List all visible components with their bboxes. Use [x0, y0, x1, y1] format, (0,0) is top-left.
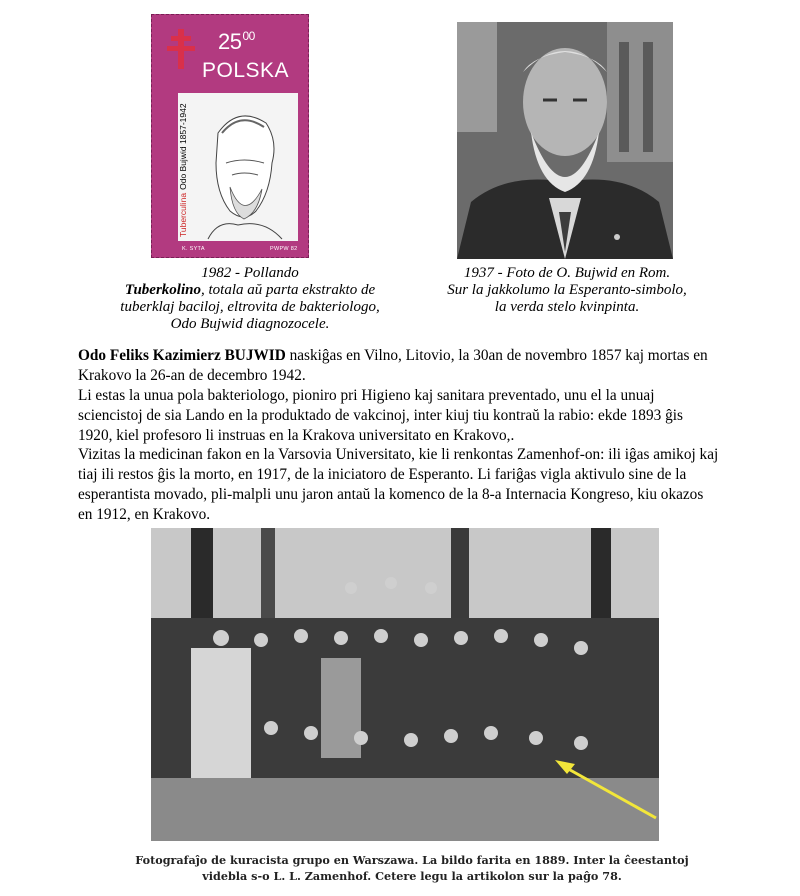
- stamp-vertical-label: TuberculinaOdo Bujwid 1857-1942: [178, 103, 188, 237]
- stamp-country: POLSKA: [202, 59, 290, 82]
- group-photo-caption: [122, 852, 702, 884]
- biography-text: naskiĝas en Vilno, Litovio, la 30an de novembro 1857 kaj mortas en Krakovo la 26-an de decembro 1942.: [78, 347, 708, 384]
- group-photo: [151, 528, 659, 841]
- stamp-printer: PWPW 82: [270, 246, 298, 252]
- group-photo-drawing: [151, 528, 659, 841]
- portrait-caption-line: la verda stelo kvinpinta.: [494, 299, 640, 315]
- group-photo-caption-line: Fotografaĵo de kuracista grupo en Warszawa. La bildo farita en 1889. Inter la ĉeestantoj: [135, 853, 689, 867]
- portrait-photo: [457, 22, 673, 259]
- biography-paragraph-1: [78, 346, 720, 446]
- stamp-caption: [90, 265, 410, 333]
- portrait-caption: [432, 265, 702, 316]
- stamp-portrait-panel: [178, 93, 298, 241]
- biography-paragraph-2: [78, 445, 720, 525]
- stamp-value: $25^{00}$: [218, 29, 255, 54]
- postage-stamp: [151, 14, 309, 258]
- stamp-caption-keyword: Tuberkolino: [124, 282, 201, 298]
- portrait-caption-line: Sur la jakkolumo la Esperanto-simbolo,: [447, 282, 687, 298]
- biography-text: Li estas la unua pola bakteriologo, pioniro pri Higieno kaj sanitara preventado, unu el la unuaj sciencistoj de sia Lando en la produktado de vakcinoj, inter kiuj tiu kontraŭ la rabio: ekde 1893 ĝis 1920, kiel profesoro li instruas en la Krakova universitato en Krakovo,.: [78, 387, 683, 444]
- portrait-photo-drawing: [457, 22, 673, 259]
- stamp-caption-line: Odo Bujwid diagnozocele.: [170, 316, 330, 332]
- stamp-caption-line: 1982 - Pollando: [201, 265, 299, 281]
- biography-text: Vizitas la medicinan fakon en la Varsovia Universitato, kie li renkontas Zamenhof-on: ili iĝas amikoj kaj tiaj ili restos ĝis la morto, en 1917, de la iniciatoro de Esperanto. Li fariĝas vigla aktivulo sine de la esperantista movado, pli-malpli unu jaron antaŭ la komenco de la 8-a Internacia Kongreso, kiu okazos en 1912, en Krakovo.: [78, 446, 719, 523]
- lorraine-cross-icon: [166, 27, 196, 71]
- portrait-caption-line: 1937 - Foto de O. Bujwid en Rom.: [463, 265, 671, 281]
- stamp-designer: K. SYTA: [182, 246, 205, 252]
- stamp-caption-line: Tuberkolino, totala aŭ parta ekstrakto de: [124, 282, 376, 298]
- person-name: Odo Feliks Kazimierz BUJWID: [78, 347, 286, 364]
- group-photo-caption-line: videbla s-o L. L. Zamenhof. Cetere legu la artikolon sur la paĝo 78.: [202, 869, 622, 883]
- stamp-portrait-drawing: [178, 93, 298, 241]
- stamp-caption-line: tuberklaj baciloj, eltrovita de bakteriologo,: [120, 299, 380, 315]
